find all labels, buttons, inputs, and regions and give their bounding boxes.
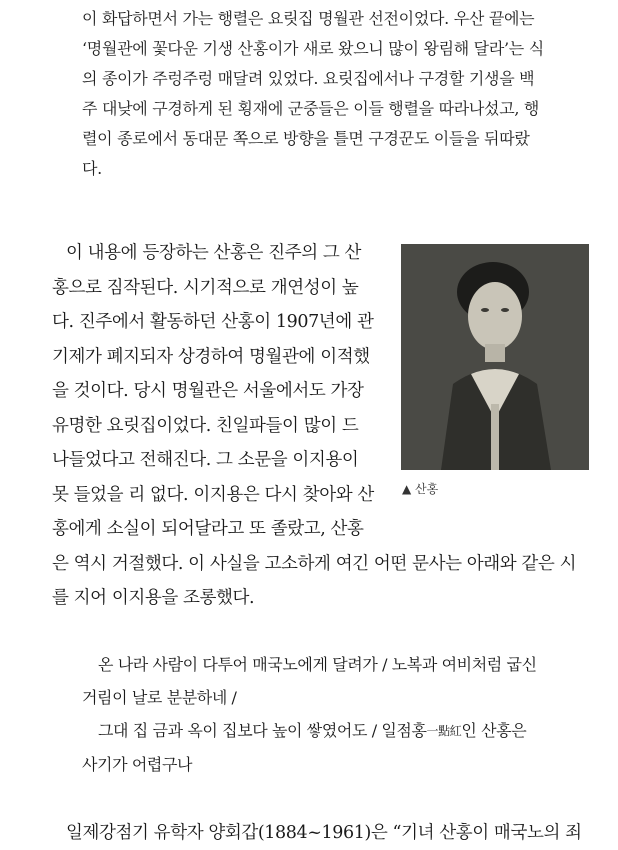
- poem-text: 인 산홍은: [461, 721, 527, 740]
- photo-caption: ▲ 산홍: [402, 482, 439, 496]
- poem-line: [82, 714, 582, 748]
- body-line: 유명한 요릿집이었다. 친일파들이 많이 드: [52, 415, 359, 436]
- quote-line: 의 종이가 주렁주렁 매달려 있었다. 요릿집에서나 구경할 기생을 백: [82, 69, 535, 88]
- body-line: 나들었다고 전해진다. 그 소문을 이지용이: [52, 450, 359, 470]
- body-line: 다. 진주에서 활동하던 산홍이 1907년에 관: [52, 312, 374, 332]
- body-line: 은 역시 거절했다. 이 사실을 고소하게 여긴 어떤 문사는 아래와 같은 시: [52, 553, 577, 574]
- poem-text: 그대 집 금과 옥이 집보다 높이 쌓였어도 / 일점홍: [98, 721, 427, 740]
- quote-line: ‘명월관에 꽃다운 기생 산홍이가 새로 왔으니 많이 왕림해 달라’는 식: [82, 39, 544, 58]
- body-line: 기제가 폐지되자 상경하여 명월관에 이적했: [52, 346, 370, 367]
- portrait-photo: [401, 244, 589, 470]
- body-line: 일제강점기 유학자 양회갑(1884~1961)은 “기녀 산홍이 매국노의 죄: [66, 823, 582, 843]
- quote-line: 렬이 종로에서 동대문 쪽으로 방향을 틀면 구경꾼도 이들을 뒤따랐: [82, 129, 530, 148]
- poem-line: 사기가 어렵구나: [82, 755, 193, 774]
- poem-block: [82, 648, 582, 781]
- body-line: 을 것이다. 당시 명월관은 서울에서도 가장: [52, 381, 364, 401]
- body-line: 를 지어 이지용을 조롱했다.: [52, 588, 255, 608]
- poem-hanja: 一點紅: [426, 724, 462, 738]
- poem-line: 거림이 날로 분분하네 /: [82, 688, 237, 707]
- poem-line: 온 나라 사람이 다투어 매국노에게 달려가 / 노복과 여비처럼 굽신: [98, 655, 537, 674]
- body-line: 못 들었을 리 없다. 이지용은 다시 찾아와 산: [52, 484, 374, 505]
- quote-line: 이 화답하면서 가는 행렬은 요릿집 명월관 선전이었다. 우산 끝에는: [82, 9, 535, 28]
- body-line: 홍에게 소실이 되어달라고 또 졸랐고, 산홍: [52, 519, 364, 539]
- portrait-image: [401, 244, 589, 470]
- body-line: 이 내용에 등장하는 산홍은 진주의 그 산: [66, 243, 362, 263]
- quote-line: 주 대낮에 구경하게 된 횡재에 군중들은 이들 행렬을 따라나섰고, 행: [82, 99, 540, 118]
- next-paragraph: [66, 816, 582, 850]
- quoted-passage: [82, 4, 567, 184]
- body-line: 홍으로 짐작된다. 시기적으로 개연성이 높: [52, 277, 359, 298]
- quote-line: 다.: [82, 159, 102, 178]
